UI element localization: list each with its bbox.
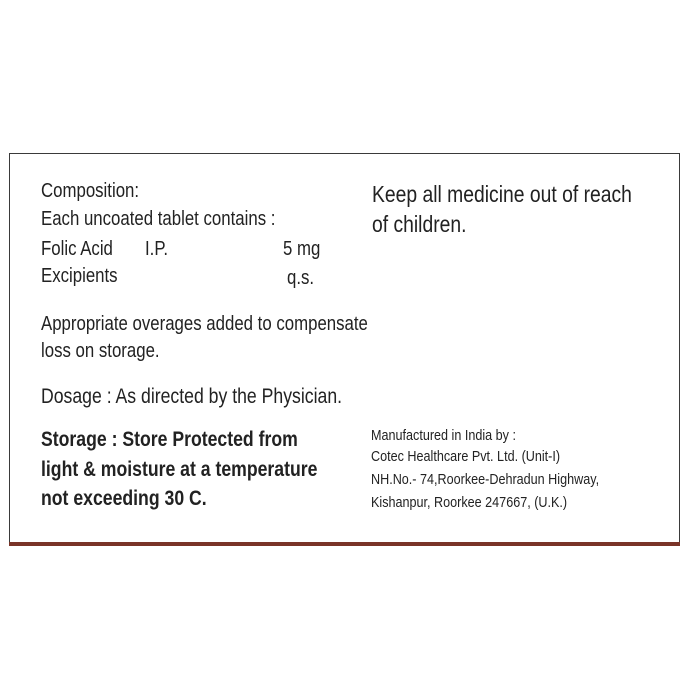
- ingredient-amount: q.s.: [287, 267, 315, 289]
- bottom-divider: [9, 542, 680, 546]
- ingredient-amount: 5 mg: [283, 238, 321, 260]
- manufacturer-info: NH.No.- 74,Roorkee-Dehradun Highway,: [371, 471, 600, 488]
- storage-instruction: light & moisture at a temperature: [41, 458, 318, 481]
- overage-note: Appropriate overages added to compensate: [41, 313, 368, 335]
- manufacturer-info: Kishanpur, Roorkee 247667, (U.K.): [371, 494, 568, 511]
- ingredient-name: Folic Acid: [41, 238, 113, 260]
- manufacturer-info: Manufactured in India by :: [371, 427, 516, 444]
- manufacturer-info: Cotec Healthcare Pvt. Ltd. (Unit-I): [371, 448, 561, 465]
- ingredient-name: Excipients: [41, 265, 118, 287]
- dosage-instruction: Dosage : As directed by the Physician.: [41, 385, 343, 408]
- storage-instruction: not exceeding 30 C.: [41, 487, 207, 510]
- child-safety-warning: Keep all medicine out of reach: [372, 181, 632, 207]
- storage-instruction: Storage : Store Protected from: [41, 428, 298, 451]
- overage-note: loss on storage.: [41, 340, 160, 362]
- composition-heading: Composition:: [41, 180, 140, 202]
- composition-intro: Each uncoated tablet contains :: [41, 208, 276, 230]
- ingredient-standard: I.P.: [145, 238, 169, 260]
- child-safety-warning: of children.: [372, 211, 467, 237]
